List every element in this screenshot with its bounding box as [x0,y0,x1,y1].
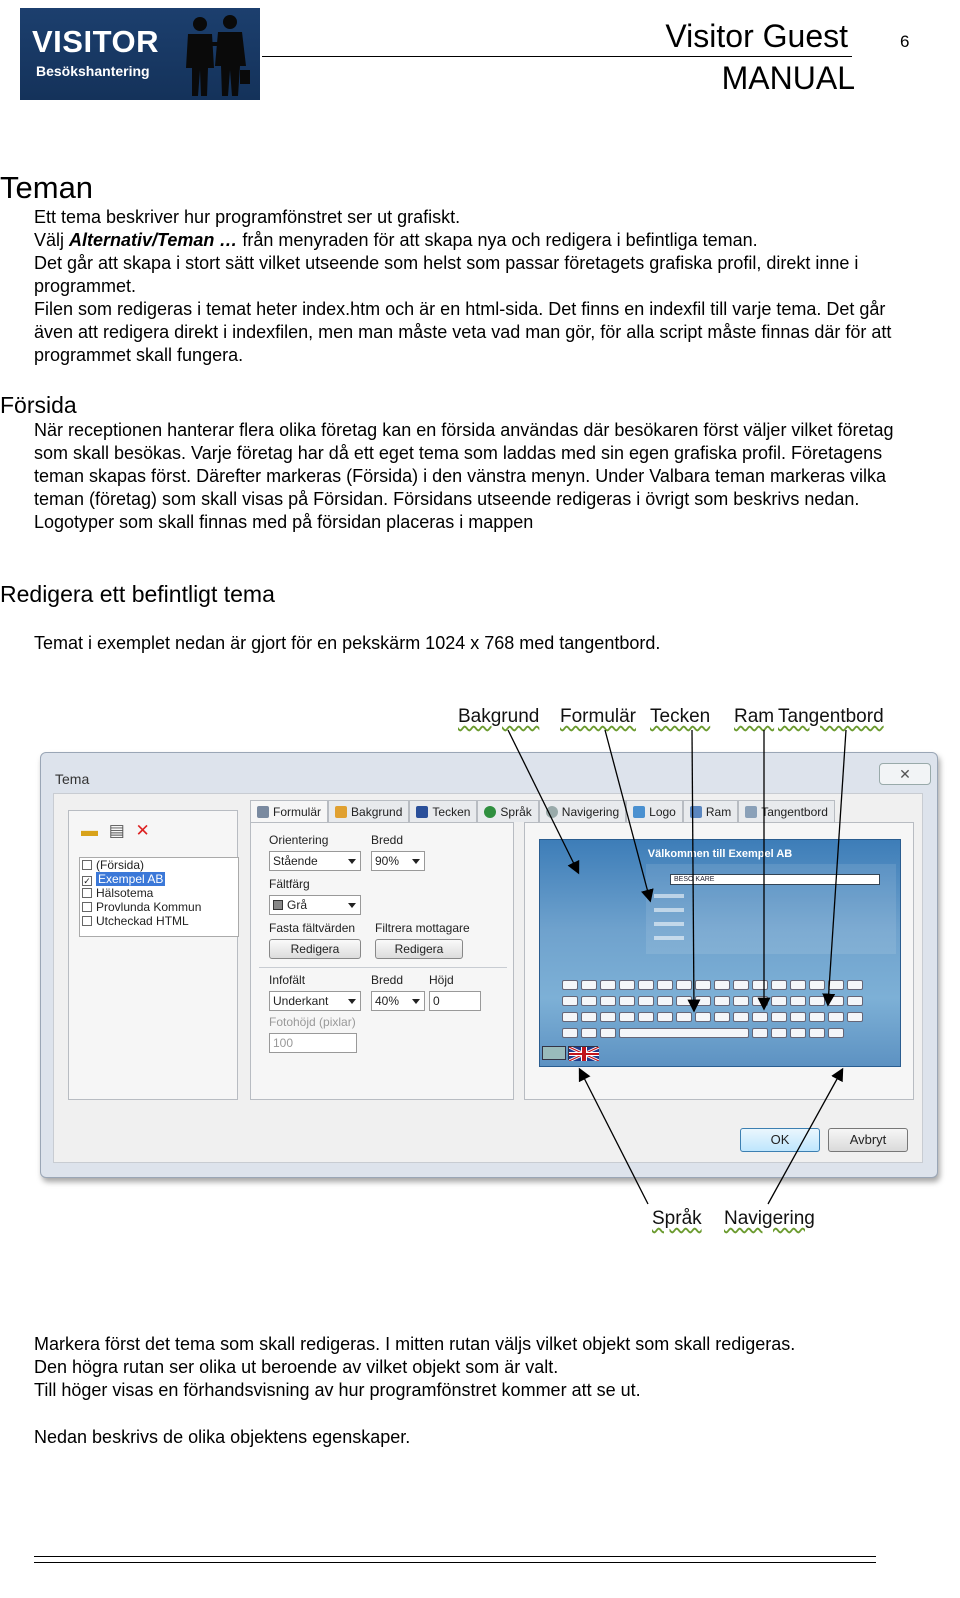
fotohojd-label: Fotohöjd (pixlar) [269,1015,356,1029]
header-subtitle: MANUAL [721,60,855,96]
theme-item-utcheckad[interactable]: Utcheckad HTML [80,914,238,928]
page-number: 6 [900,32,910,51]
faltfarg-select[interactable]: Grå [269,895,361,915]
tab-navigering[interactable]: Navigering [539,800,626,822]
bottom-line-3: Till höger visas en förhandsvisning av hur programfönstret kommer att se ut. [34,1380,641,1400]
bottom-line-2: Den högra rutan ser olika ut beroende av vilket objekt som är valt. [34,1357,559,1377]
annotation-navigering: Navigering [724,1208,815,1229]
cancel-button[interactable]: Avbryt [828,1128,908,1152]
bottom-paragraph [34,1333,924,1402]
teman-line-2-pre: Välj [34,230,70,250]
section-heading-forsida: Försida [0,392,77,418]
orientering-select[interactable]: Stående [269,851,361,871]
annotation-bakgrund: Bakgrund [458,706,540,727]
menu-path: Alternativ/Teman … [69,230,238,250]
annotation-ram: Ram [734,706,775,727]
annotation-tangentbord: Tangentbord [778,706,884,727]
filtrera-mottagare-label: Filtrera mottagare [375,921,470,935]
fotohojd-stepper[interactable]: 100 [269,1033,357,1053]
fasta-faltvarden-label: Fasta fältvärden [269,921,356,935]
redigera-faltvarden-button[interactable]: Redigera [269,939,361,959]
tab-formular[interactable]: Formulär [250,800,328,822]
annotation-sprak: Språk [652,1208,702,1229]
theme-item-exempel-ab[interactable]: ✓ Exempel AB [83,872,164,886]
theme-item-forsida[interactable]: (Försida) [80,858,238,872]
footer-rule [34,1556,876,1557]
tab-tecken[interactable]: Tecken [409,800,477,822]
bredd2-label: Bredd [371,973,404,987]
tab-tangentbord[interactable]: Tangentbord [738,800,835,822]
copy-icon[interactable]: ▤ [108,821,125,840]
preview-visitee-select: BESÖ KARE [670,874,880,885]
teman-line-4: Filen som redigeras i temat heter index.htm och är en html-sida. Det finns en indexfil till varje tema. Det går även att redigera direkt i indexfilen, men man måste veta vad man gör, för alla script måste finnas där för att programmet skall fungera. [34,299,892,365]
header-title: Visitor Guest [665,18,848,54]
annotation-tecken: Tecken [650,706,711,727]
redigera-mottagare-button[interactable]: Redigera [375,939,463,959]
forsida-paragraph: När receptionen hanterar flera olika företag kan en försida användas där besökaren först väljer vilket företag som skall besökas. Varje företag har då ett eget tema som laddas med sin egen grafiska profil. Företagens teman skapas först. Därefter markeras (Försida) i den vänstra menyn. Under Valbara teman markeras vilka teman (företag) som skall visas på Försidan. Försidans utseende redigeras i övrigt som beskrivs nedan. Logotyper som skall finnas med på försidan placeras i mappen [34,420,894,532]
section-heading-teman: Teman [0,170,94,205]
infofalt-select[interactable]: Underkant [269,991,361,1011]
delete-icon[interactable]: ✕ [135,821,150,840]
close-icon[interactable]: ✕ [879,763,931,785]
open-folder-icon[interactable]: ▬ [81,821,98,840]
section-heading-redigera: Redigera ett befintligt tema [0,581,275,607]
redigera-intro: Temat i exemplet nedan är gjort för en pekskärm 1024 x 768 med tangentbord. [34,633,661,653]
teman-line-3: Det går att skapa i stort sätt vilket utseende som helst som passar företagets grafiska profil, direkt inne i programmet. [34,253,859,296]
dialog-title: Tema [55,771,90,787]
theme-item-halsotema[interactable]: Hälsotema [80,886,238,900]
tab-sprak[interactable]: Språk [477,800,538,822]
bredd2-select[interactable]: 40% [371,991,425,1011]
bottom-line-4: Nedan beskrivs de olika objektens egenskaper. [34,1427,411,1447]
teman-line-1: Ett tema beskriver hur programfönstret ser ut grafiskt. [34,207,461,227]
bredd-label: Bredd [371,833,404,847]
footer-rule [34,1562,876,1563]
logo-main-text: VISITOR [32,24,159,59]
logo-sub-text: Besökshantering [36,63,150,79]
faltfarg-label: Fältfärg [269,877,310,891]
tab-ram[interactable]: Ram [683,800,738,822]
tab-bakgrund[interactable]: Bakgrund [328,800,409,822]
bottom-line-1: Markera först det tema som skall redigeras. I mitten rutan väljs vilket objekt som skall redigeras. [34,1334,796,1354]
annotation-formular: Formulär [560,706,637,727]
preview-title: Välkommen till Exempel AB [647,848,793,860]
teman-line-2-post: från menyraden för att skapa nya och redigera i befintliga teman. [237,230,758,250]
hojd-label: Höjd [429,973,454,987]
infofalt-label: Infofält [269,973,306,987]
orientering-label: Orientering [269,833,329,847]
bredd-select[interactable]: 90% [371,851,425,871]
tab-logo[interactable]: Logo [626,800,683,822]
checkbox-checked[interactable]: ✓ [83,876,91,886]
hojd-stepper[interactable]: 0 [429,991,481,1011]
ok-button[interactable]: OK [740,1128,820,1152]
theme-item-provlunda[interactable]: Provlunda Kommun [80,900,238,914]
